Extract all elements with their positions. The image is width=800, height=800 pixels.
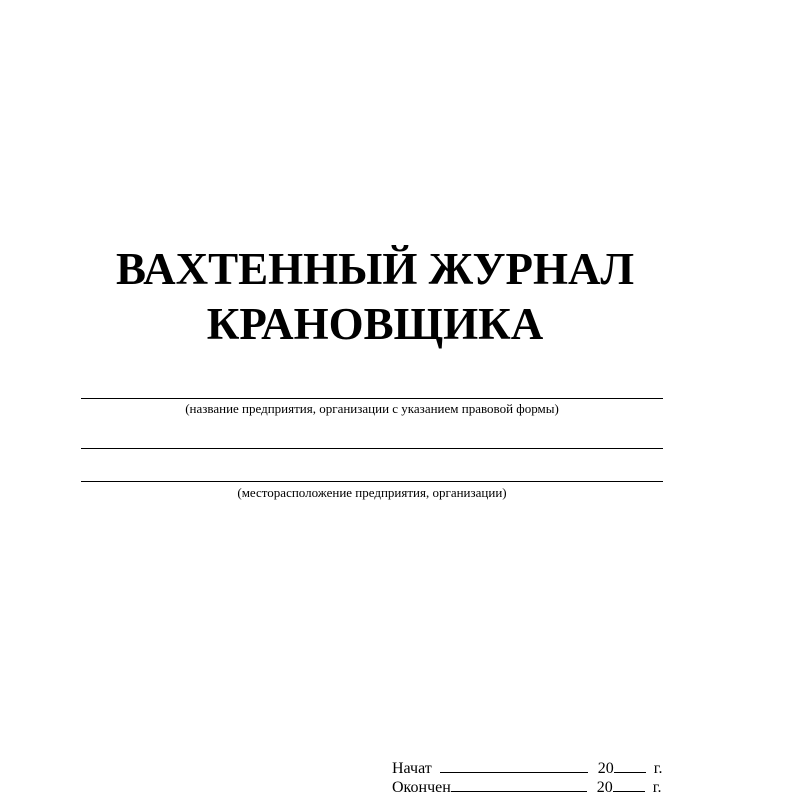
- location-caption: (месторасположение предприятия, организации): [237, 485, 507, 500]
- finished-year-blank: [613, 778, 645, 792]
- started-date-blank: [440, 759, 588, 773]
- started-year-blank: [614, 759, 646, 773]
- started-label: Начат: [392, 760, 432, 777]
- title-line-1: ВАХТЕННЫЙ ЖУРНАЛ: [115, 244, 635, 294]
- location-line-1: [81, 448, 663, 449]
- organization-name-line: [81, 398, 663, 399]
- finished-label: Окончен: [392, 779, 451, 796]
- title-line-2: КРАНОВЩИКА: [206, 299, 544, 349]
- started-year-suffix: г.: [653, 760, 663, 777]
- started-year-prefix: 20: [597, 760, 614, 777]
- location-line-2: [81, 481, 663, 482]
- organization-name-caption: (название предприятия, организации с указанием правовой формы): [185, 401, 559, 416]
- finished-date-blank: [451, 778, 587, 792]
- finished-year-suffix: г.: [652, 779, 662, 796]
- finished-date-row: [392, 778, 662, 796]
- finished-year-prefix: 20: [596, 779, 613, 796]
- started-date-row: [392, 759, 663, 777]
